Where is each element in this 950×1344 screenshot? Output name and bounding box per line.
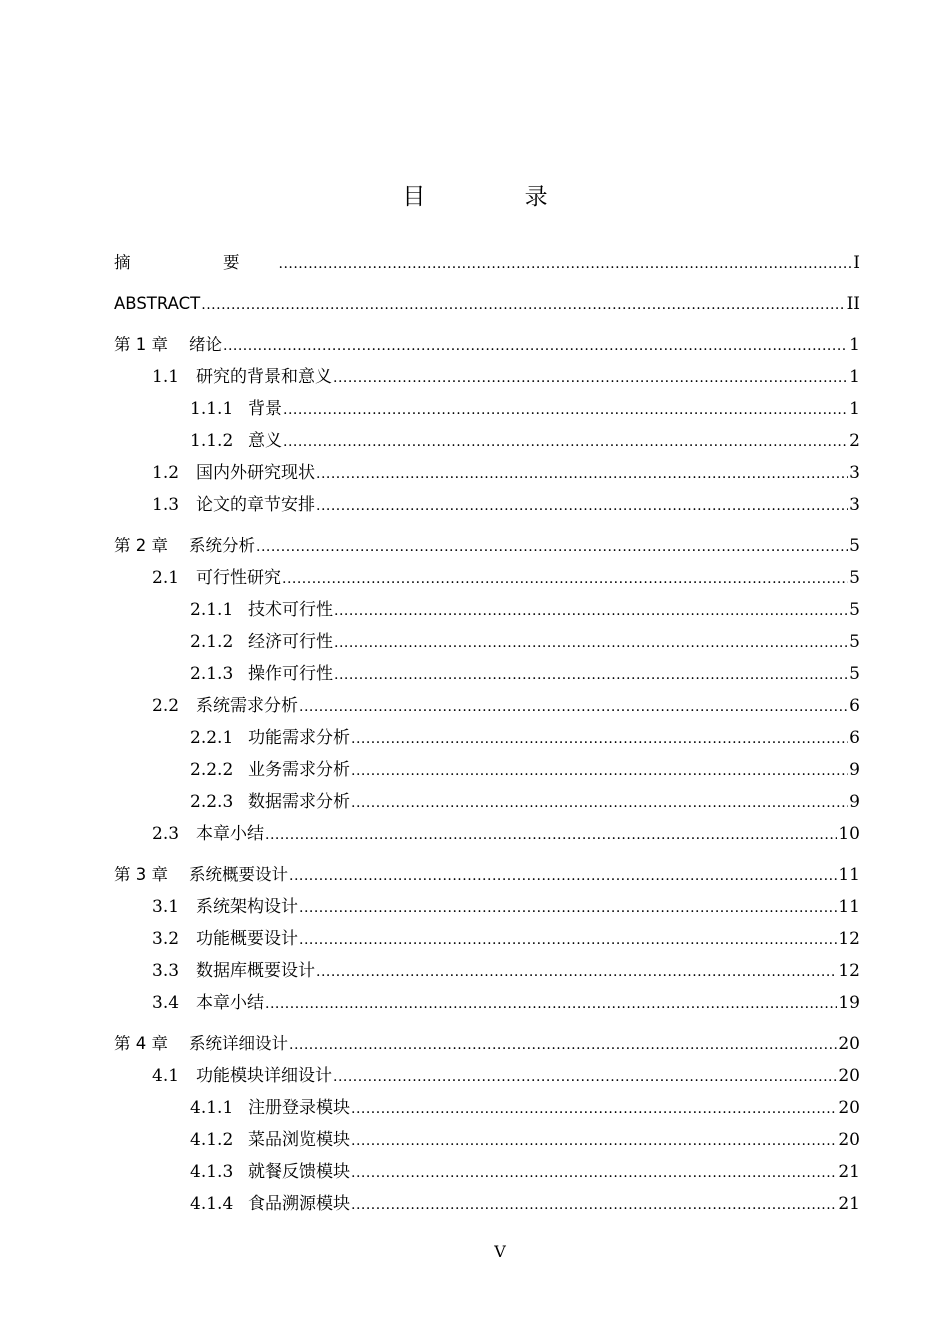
toc-entry-title: 国内外研究现状 [196,463,315,483]
toc-entry-page: 2 [849,431,860,451]
toc-dot-leader [256,536,848,556]
toc-entry-label [152,929,298,949]
toc-entry-number: 2.1.3 [190,664,234,684]
toc-dot-leader [283,399,848,419]
toc-dot-leader [223,335,848,355]
toc-dot-leader [351,728,848,748]
toc-entry-title: 本章小结 [196,993,264,1013]
toc-entry[interactable] [114,788,860,812]
toc-entry-label [152,568,281,588]
toc-entry-number: 2.2.2 [190,760,234,780]
toc-entry-label [190,399,282,419]
toc-entry-title: 本章小结 [196,824,264,844]
toc-entry[interactable] [114,1158,860,1182]
toc-dot-leader [299,929,837,949]
toc-entry-title: 功能需求分析 [248,728,350,748]
toc-entry-page: 20 [838,1130,860,1150]
toc-entry[interactable] [114,427,860,451]
toc-entry-number: 4.1.2 [190,1130,234,1150]
toc-entry-title: 系统架构设计 [196,897,298,917]
toc-entry-number: 1.2 [152,463,180,483]
toc-entry-title: 意义 [248,431,282,451]
toc-entry[interactable] [114,957,860,981]
toc-entry[interactable] [114,290,860,314]
toc-entry-label [114,865,288,885]
toc-entry-number: 2.3 [152,824,180,844]
toc-entry-page: 9 [849,792,860,812]
toc-entry-page: 3 [849,495,860,515]
toc-entry-title: 系统详细设计 [189,1034,288,1053]
toc-entry-title: 数据库概要设计 [196,961,315,981]
toc-entry-page: 5 [849,632,860,652]
toc-entry-number: 2.1.2 [190,632,234,652]
toc-entry-number: 3.4 [152,993,180,1013]
toc-entry-title: 技术可行性 [248,600,333,620]
toc-entry[interactable] [114,596,860,620]
toc-entry[interactable] [114,925,860,949]
toc-dot-leader [282,568,848,588]
toc-entry[interactable] [114,363,860,387]
toc-entry-title: ABSTRACT [114,294,201,313]
toc-entry[interactable] [114,459,860,483]
toc-entry-label [114,253,278,273]
toc-entry[interactable] [114,491,860,515]
toc-entry-label [190,1098,350,1118]
toc-entry-label [114,536,255,556]
toc-entry[interactable] [114,989,860,1013]
toc-entry[interactable] [114,861,860,885]
toc-entry[interactable] [114,724,860,748]
toc-entry[interactable] [114,1094,860,1118]
toc-dot-leader [333,1066,837,1086]
toc-entry-label [190,431,282,451]
toc-entry[interactable] [114,692,860,716]
toc-entry[interactable] [114,1062,860,1086]
toc-entry-title: 业务需求分析 [248,760,350,780]
toc-entry[interactable] [114,395,860,419]
toc-entry-label [190,1130,350,1150]
toc-entry-page: 11 [838,865,860,885]
toc-entry[interactable] [114,660,860,684]
toc-entry-label [190,728,350,748]
toc-entry-label [190,1162,350,1182]
toc-entry-page: 3 [849,463,860,483]
toc-entry[interactable] [114,564,860,588]
toc-entry-label [152,993,264,1013]
toc-entry-title: 功能模块详细设计 [196,1066,332,1086]
toc-dot-leader [316,463,848,483]
toc-entry-title: 绪论 [189,335,222,354]
toc-entry-number: 2.2.1 [190,728,234,748]
toc-entry-label [152,495,315,515]
toc-entry[interactable] [114,1190,860,1214]
toc-entry-number: 1.3 [152,495,180,515]
toc-dot-leader [299,897,837,917]
toc-entry-label [152,897,298,917]
toc-dot-leader [351,760,848,780]
toc-entry-title: 食品溯源模块 [248,1194,350,1214]
toc-entry-page: II [846,294,860,314]
page-number-footer: V [494,1242,506,1261]
toc-entry-page: 20 [838,1034,860,1054]
toc-entry[interactable] [114,1030,860,1054]
toc-entry-title: 操作可行性 [248,664,333,684]
toc-entry-label [190,600,333,620]
toc-entry-number: 第 1 章 [114,335,168,354]
toc-entry-page: 19 [838,993,860,1013]
toc-entry-label [190,1194,350,1214]
toc-entry-page: 5 [849,664,860,684]
toc-dot-leader [316,961,837,981]
toc-dot-leader [265,993,837,1013]
toc-entry-page: 1 [849,399,860,419]
toc-entry-page: I [853,253,860,273]
toc-entry-page: 6 [849,728,860,748]
toc-entry-number: 2.2.3 [190,792,234,812]
toc-dot-leader [316,495,848,515]
toc-entry-title: 就餐反馈模块 [248,1162,350,1182]
toc-entry-label [152,1066,332,1086]
toc-entry-number: 第 2 章 [114,536,168,555]
toc-entry-page: 20 [838,1066,860,1086]
toc-entry-label [114,294,200,314]
toc-entry-number: 2.1.1 [190,600,234,620]
toc-entry-title: 系统分析 [189,536,255,555]
toc-entry[interactable] [114,756,860,780]
toc-entry-label [152,696,298,716]
toc-entry-page: 5 [849,568,860,588]
toc-dot-leader [289,1034,837,1054]
toc-entry-title: 摘 要 [114,253,278,272]
toc-entry-page: 9 [849,760,860,780]
toc-dot-leader [351,792,848,812]
toc-entry-number: 1.1 [152,367,180,387]
toc-dot-leader [351,1194,837,1214]
toc-entry[interactable] [114,1126,860,1150]
toc-dot-leader [333,367,848,387]
toc-entry-title: 系统概要设计 [189,865,288,884]
toc-entry-label [152,961,315,981]
toc-entry-number: 4.1.3 [190,1162,234,1182]
toc-entry-page: 10 [838,824,860,844]
toc-entry-label [190,632,333,652]
toc-entry-page: 21 [838,1194,860,1214]
toc-entry-number: 第 4 章 [114,1034,168,1053]
table-of-contents [114,0,860,1344]
toc-entry-number: 4.1 [152,1066,180,1086]
toc-entry-title: 数据需求分析 [248,792,350,812]
toc-entry[interactable] [114,893,860,917]
toc-entry-page: 5 [849,600,860,620]
toc-entry-title: 菜品浏览模块 [248,1130,350,1150]
toc-entry-page: 11 [838,897,860,917]
toc-entry-number: 2.1 [152,568,180,588]
toc-entry-page: 1 [849,367,860,387]
toc-entry-title: 经济可行性 [248,632,333,652]
toc-entry-number: 3.3 [152,961,180,981]
toc-dot-leader [351,1162,837,1182]
toc-entry-number: 2.2 [152,696,180,716]
toc-entry-page: 20 [838,1098,860,1118]
toc-entry-number: 3.1 [152,897,180,917]
toc-entry-title: 论文的章节安排 [196,495,315,515]
toc-entry-number: 1.1.1 [190,399,234,419]
toc-dot-leader [283,431,848,451]
toc-entry[interactable] [114,331,860,355]
toc-entry-page: 12 [838,961,860,981]
toc-entry-label [152,824,264,844]
toc-dot-leader [334,632,848,652]
toc-entry-number: 1.1.2 [190,431,234,451]
toc-entry-title: 背景 [248,399,282,419]
toc-entry-page: 21 [838,1162,860,1182]
toc-dot-leader [299,696,848,716]
toc-entry-label [190,760,350,780]
toc-dot-leader [351,1130,837,1150]
toc-dot-leader [334,664,848,684]
toc-entry-page: 12 [838,929,860,949]
toc-entry-title: 研究的背景和意义 [196,367,332,387]
toc-entry-label [190,664,333,684]
toc-dot-leader [279,253,853,273]
toc-entry[interactable] [114,532,860,556]
toc-entry-title: 可行性研究 [196,568,281,588]
toc-entry-number: 3.2 [152,929,180,949]
toc-dot-leader [289,865,837,885]
toc-dot-leader [334,600,848,620]
toc-entry[interactable] [114,628,860,652]
toc-entry-label [114,335,222,355]
toc-entry-number: 第 3 章 [114,865,168,884]
toc-entry-title: 注册登录模块 [248,1098,350,1118]
toc-dot-leader [265,824,837,844]
page-title: 目 录 [402,184,594,210]
toc-entry-page: 1 [849,335,860,355]
toc-entry-page: 6 [849,696,860,716]
toc-entry-label [152,367,332,387]
toc-entry-label [152,463,315,483]
toc-entry-number: 4.1.4 [190,1194,234,1214]
toc-entry-title: 功能概要设计 [196,929,298,949]
toc-entry-label [114,1034,288,1054]
toc-entry-title: 系统需求分析 [196,696,298,716]
toc-dot-leader [351,1098,837,1118]
toc-entry[interactable] [114,820,860,844]
toc-dot-leader [201,294,845,314]
toc-entry[interactable] [114,249,860,273]
toc-entry-number: 4.1.1 [190,1098,234,1118]
toc-entry-page: 5 [849,536,860,556]
toc-entry-label [190,792,350,812]
